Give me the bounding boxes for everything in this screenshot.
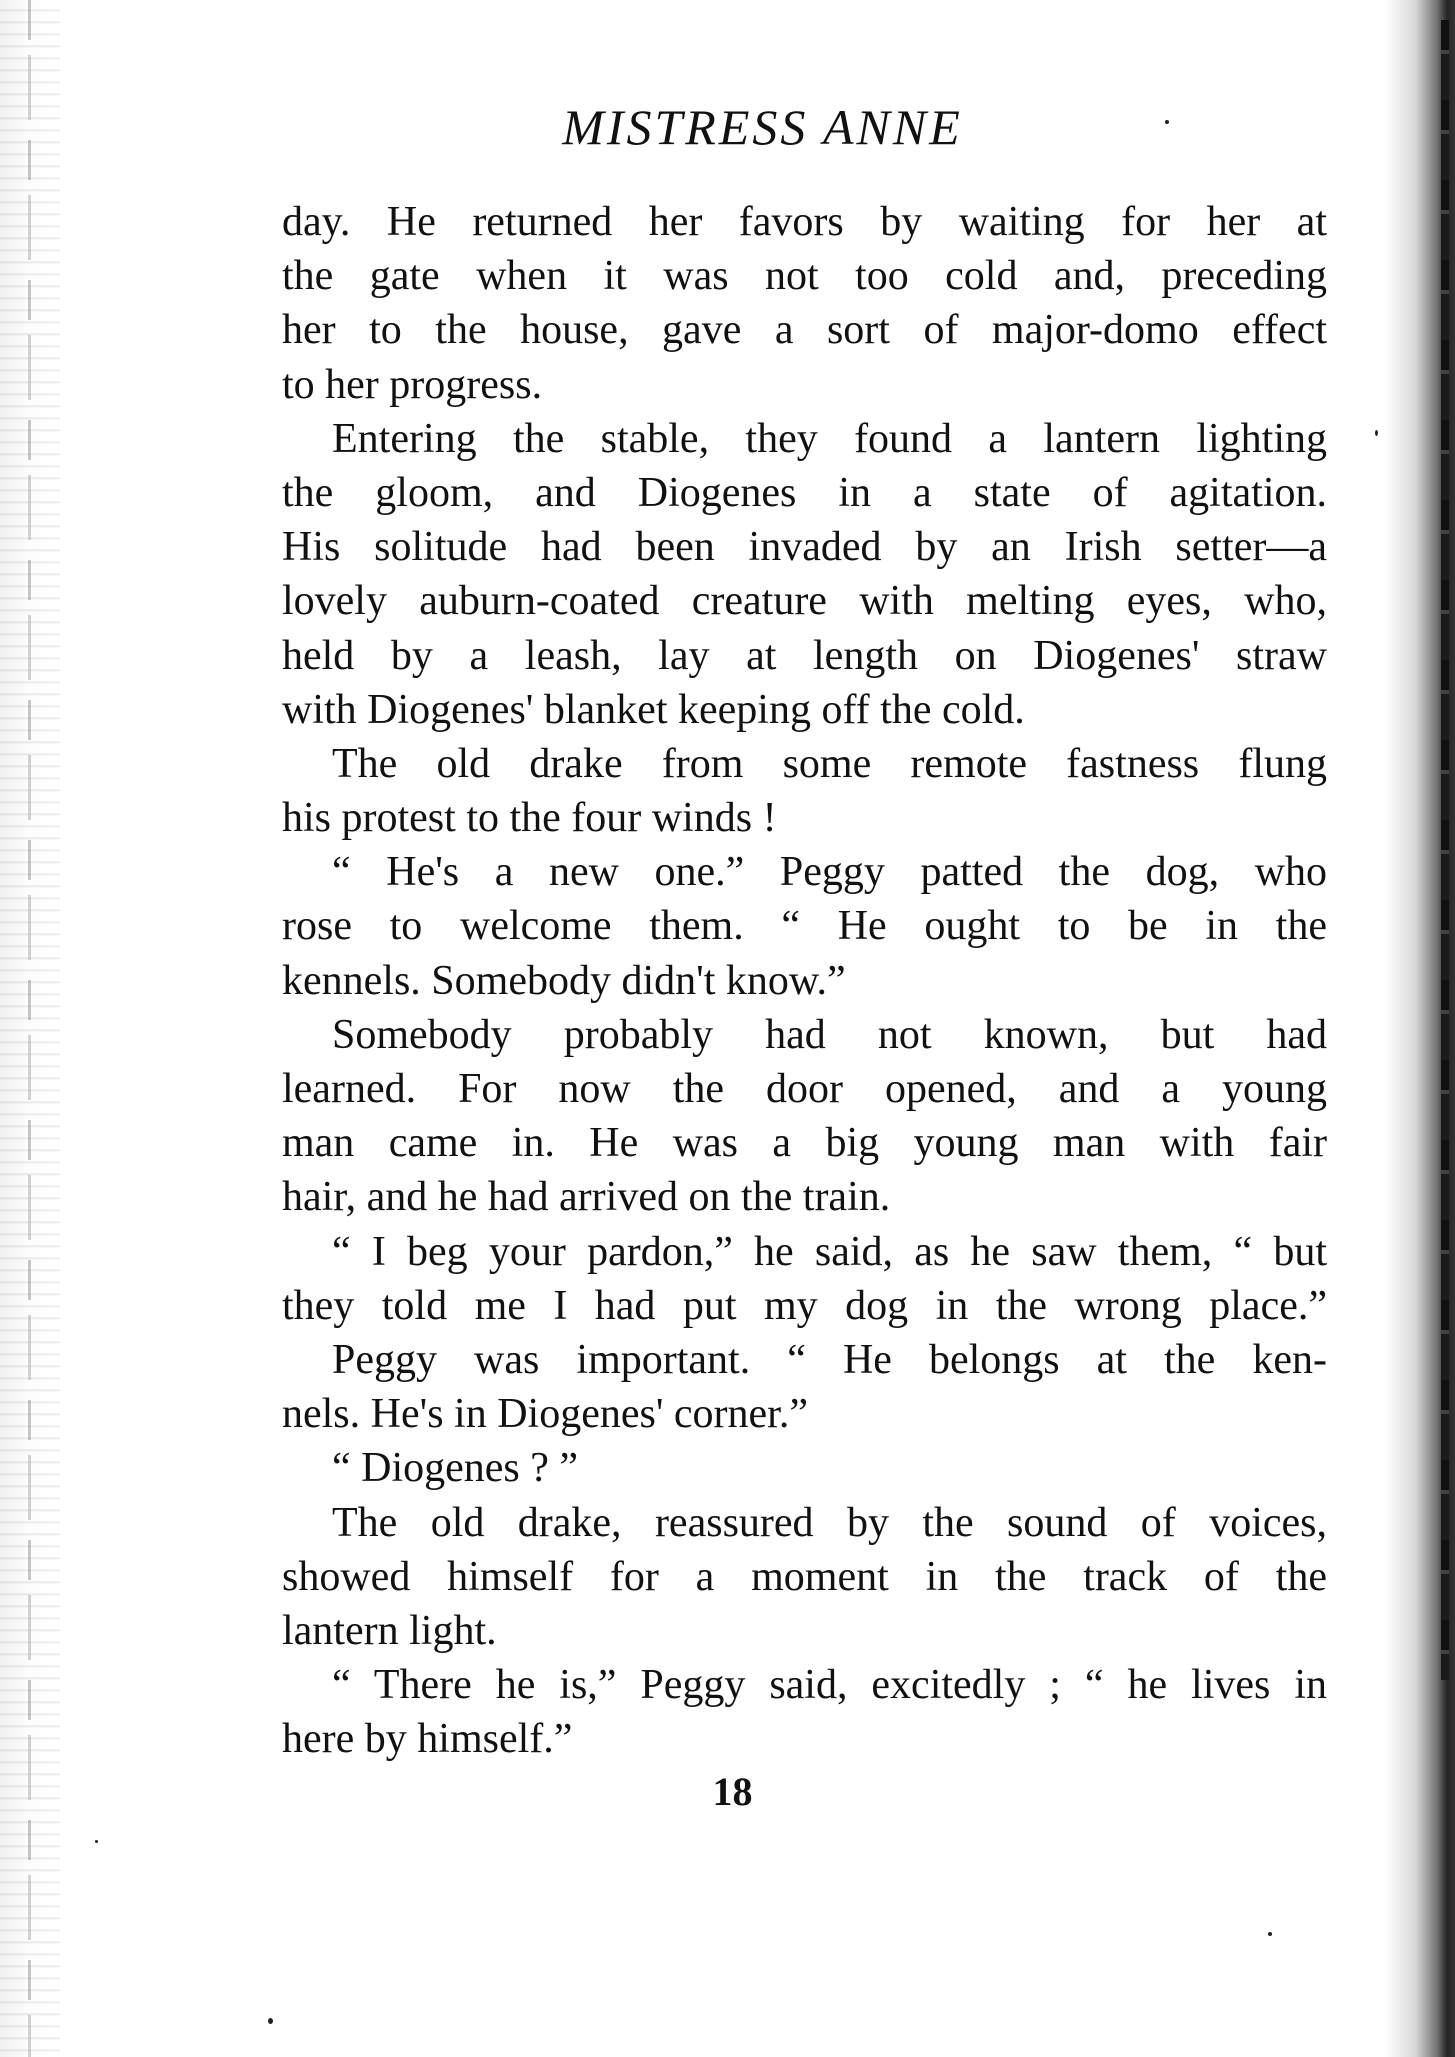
scan-binding-strip: [1441, 20, 1449, 1680]
text-line: Somebody probably had not known, but had: [332, 1011, 1327, 1058]
text-line: “ There he is,” Peggy said, excitedly ; “ he lives in: [332, 1662, 1327, 1709]
text-line: showed himself for a moment in the track of the: [282, 1553, 1327, 1600]
text-line: with Diogenes' blanket keeping off the cold.: [282, 686, 1025, 733]
scan-speck: [1375, 430, 1378, 436]
text-line: The old drake from some remote fastness flung: [332, 740, 1327, 787]
text-line: day. He returned her favors by waiting for her at: [282, 199, 1327, 245]
text-line: her to the house, gave a sort of major-domo effect: [282, 307, 1327, 354]
text-line: rose to welcome them. “ He ought to be in the: [282, 903, 1327, 950]
text-line: here by himself.”: [282, 1716, 573, 1763]
text-line: “ I beg your pardon,” he said, as he saw them, “ but: [332, 1228, 1327, 1275]
text-line: hair, and he had arrived on the train.: [282, 1174, 891, 1221]
text-line: “ He's a new one.” Peggy patted the dog, who: [332, 849, 1327, 896]
body-text: [282, 195, 1327, 1766]
text-line: the gate when it was not too cold and, preceding: [282, 253, 1327, 300]
text-line: his protest to the four winds !: [282, 795, 777, 842]
text-line: held by a leash, lay at length on Diogenes' straw: [282, 632, 1327, 679]
text-line: “ Diogenes ? ”: [332, 1445, 579, 1492]
text-line: lantern light.: [282, 1607, 497, 1654]
text-line: His solitude had been invaded by an Irish setter—a: [282, 524, 1327, 571]
text-line: man came in. He was a big young man with fair: [282, 1120, 1327, 1167]
text-line: they told me I had put my dog in the wrong place.”: [282, 1282, 1327, 1329]
text-line: lovely auburn-coated creature with melting eyes, who,: [282, 578, 1327, 625]
text-line: Entering the stable, they found a lantern lighting: [332, 415, 1327, 462]
text-line: the gloom, and Diogenes in a state of agitation.: [282, 469, 1327, 516]
scan-speck: [1165, 120, 1169, 124]
text-line: to her progress.: [282, 361, 543, 408]
text-line: learned. For now the door opened, and a young: [282, 1066, 1327, 1112]
page-number: 18: [712, 1769, 753, 1814]
text-line: kennels. Somebody didn't know.”: [282, 957, 846, 1004]
scan-speck: [1268, 1932, 1272, 1936]
scan-speck: [268, 2018, 273, 2024]
text-line: The old drake, reassured by the sound of voices,: [332, 1499, 1327, 1546]
text-line: nels. He's in Diogenes' corner.”: [282, 1391, 808, 1438]
scan-binding-edge: [1385, 0, 1455, 2057]
text-line: Peggy was important. “ He belongs at the ken-: [332, 1336, 1327, 1383]
running-head: MISTRESS ANNE: [562, 99, 963, 155]
scan-speck: [95, 1840, 98, 1843]
scan-left-edge-line: [28, 0, 31, 2057]
scan-left-edge: [0, 0, 60, 2057]
